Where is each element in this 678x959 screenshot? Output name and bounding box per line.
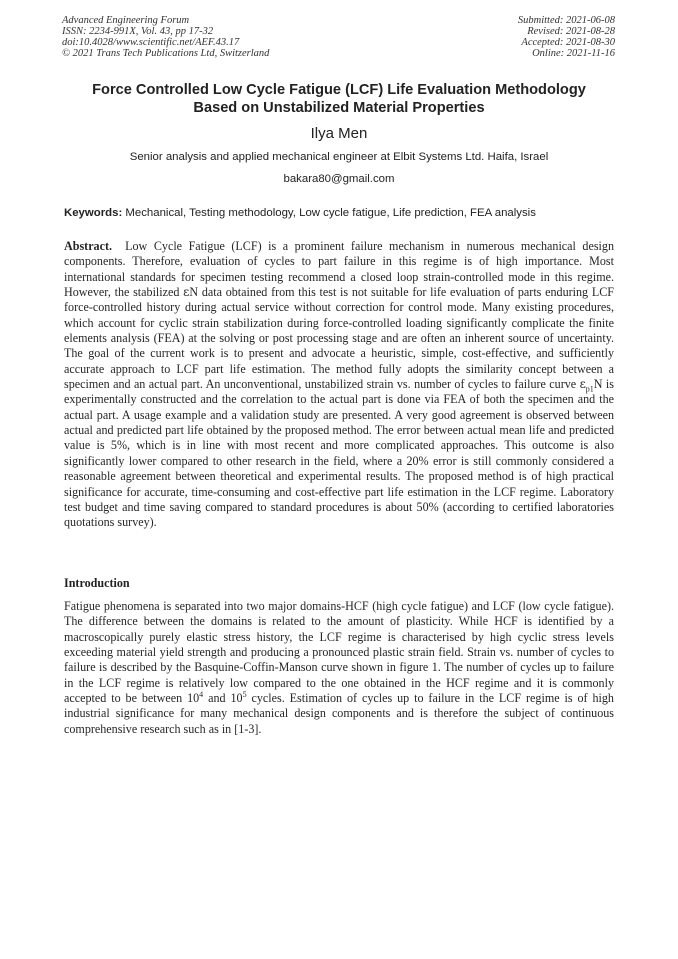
journal-doi: doi:10.4028/www.scientific.net/AEF.43.17	[62, 37, 240, 48]
date-submitted: Submitted: 2021-06-08	[517, 15, 615, 26]
epsilon-symbol: ε	[579, 377, 586, 392]
abstract-label: Abstract.	[64, 239, 113, 253]
intro-and: and 10	[208, 691, 243, 706]
epsilon-subscript: p1	[585, 384, 594, 394]
keywords-label: Keywords:	[64, 207, 123, 219]
intro-part-1: Fatigue phenomena is separated into two major domains-HCF (high cycle fatigue) and LCF (low cycle fatigue). The difference between the domains is related to the amount of plasticity. While HCF is identified by a macroscopically purely elastic stress history, the LCF regime is characterised by high cyclic stress levels exceeding material yield strength and producing a pronounced plastic strain field. Strain vs. number of cycles to failure is described by the Basquine-Coffin-Manson curve shown in figure 1. The number of cycles up to failure in the LCF regime is relatively low compared to the one obtained in the HCF regime and it is commonly accepted to be between 10	[64, 599, 614, 706]
publication-dates	[518, 15, 615, 59]
introduction-paragraph	[64, 599, 614, 737]
date-online: Online: 2021-11-16	[532, 48, 615, 59]
abstract-part-3: N is experimentally constructed and the correlation to the actual part is done via FEA of both the specimen and the actual part. A usage example and a validation study are presented. A very good agreement is observed between actual and predicted part life obtained by the proposed method. The error between actual mean life and predicted value is 5%, which is in line with most recent and more complicated approaches. This outcome is also significantly lower compared to other research in the field, where a 20% error is still commonly considered a reasonable agreement between theoretical and experimental results. The proposed method is of high practical significance for accurate, time-consuming and cost-effective part life estimation in the LCF regime. Laboratory test budget and time saving compared to standard procedures is about 50% (according to certified laboratories quotations survey).	[64, 377, 614, 530]
abstract-part-2: N data obtained from this test is not suitable for life evaluation of parts enduring LCF force-controlled history during actual service without correction for control mode. Many existing procedures, which account for cyclic strain stabilization during force-controlled loading significantly complicate the finite elements analysis (FEA) at the solving or post processing stage and are often an inherent source of uncertainty. The goal of the current work is to present and advocate a heuristic, simple, cost-effective, and sufficiently accurate approach to LCF part life estimation. The method fully adopts the similarity concept between a specimen and an actual part. An unconventional, unstabilized strain vs. number of cycles to failure curve	[64, 285, 615, 392]
abstract	[64, 239, 614, 531]
author-email: bakara80@gmail.com	[283, 173, 395, 185]
epsilon-symbol: ε	[183, 285, 190, 300]
title-line-1: Force Controlled Low Cycle Fatigue (LCF) Life Evaluation Methodology	[92, 82, 586, 98]
journal-issn: ISSN: 2234-991X, Vol. 43, pp 17-32	[62, 26, 214, 37]
intro-part-2: cycles. Estimation of cycles up to failure in the LCF regime is of high industrial significance for many mechanical design components and is therefore the subject of continuous comprehensive research such as in [1-3].	[64, 691, 614, 736]
exponent-5: 5	[242, 690, 247, 700]
date-revised: Revised: 2021-08-28	[527, 26, 615, 37]
journal-name: Advanced Engineering Forum	[62, 15, 190, 26]
exponent-4: 4	[199, 690, 204, 700]
introduction-heading: Introduction	[64, 576, 130, 590]
abstract-part-1: Low Cycle Fatigue (LCF) is a prominent failure mechanism in numerous mechanical design components. Therefore, evaluation of cycles to part failure in this regime is of high importance. Most international standards for specimen testing recommend a closed loop strain-controlled mode in this regime. However, the stabilized	[64, 239, 615, 300]
keywords-text: Mechanical, Testing methodology, Low cycle fatigue, Life prediction, FEA analysis	[125, 207, 536, 219]
title-line-2: Based on Unstabilized Material Properties	[193, 100, 485, 116]
date-accepted: Accepted: 2021-08-30	[521, 37, 615, 48]
author-affiliation: Senior analysis and applied mechanical engineer at Elbit Systems Ltd. Haifa, Israel	[129, 151, 549, 163]
keywords	[64, 206, 624, 220]
journal-info	[62, 15, 269, 59]
journal-copyright: © 2021 Trans Tech Publications Ltd, Switzerland	[62, 48, 270, 59]
author-name: Ilya Men	[310, 125, 368, 142]
paper-title	[40, 81, 638, 117]
